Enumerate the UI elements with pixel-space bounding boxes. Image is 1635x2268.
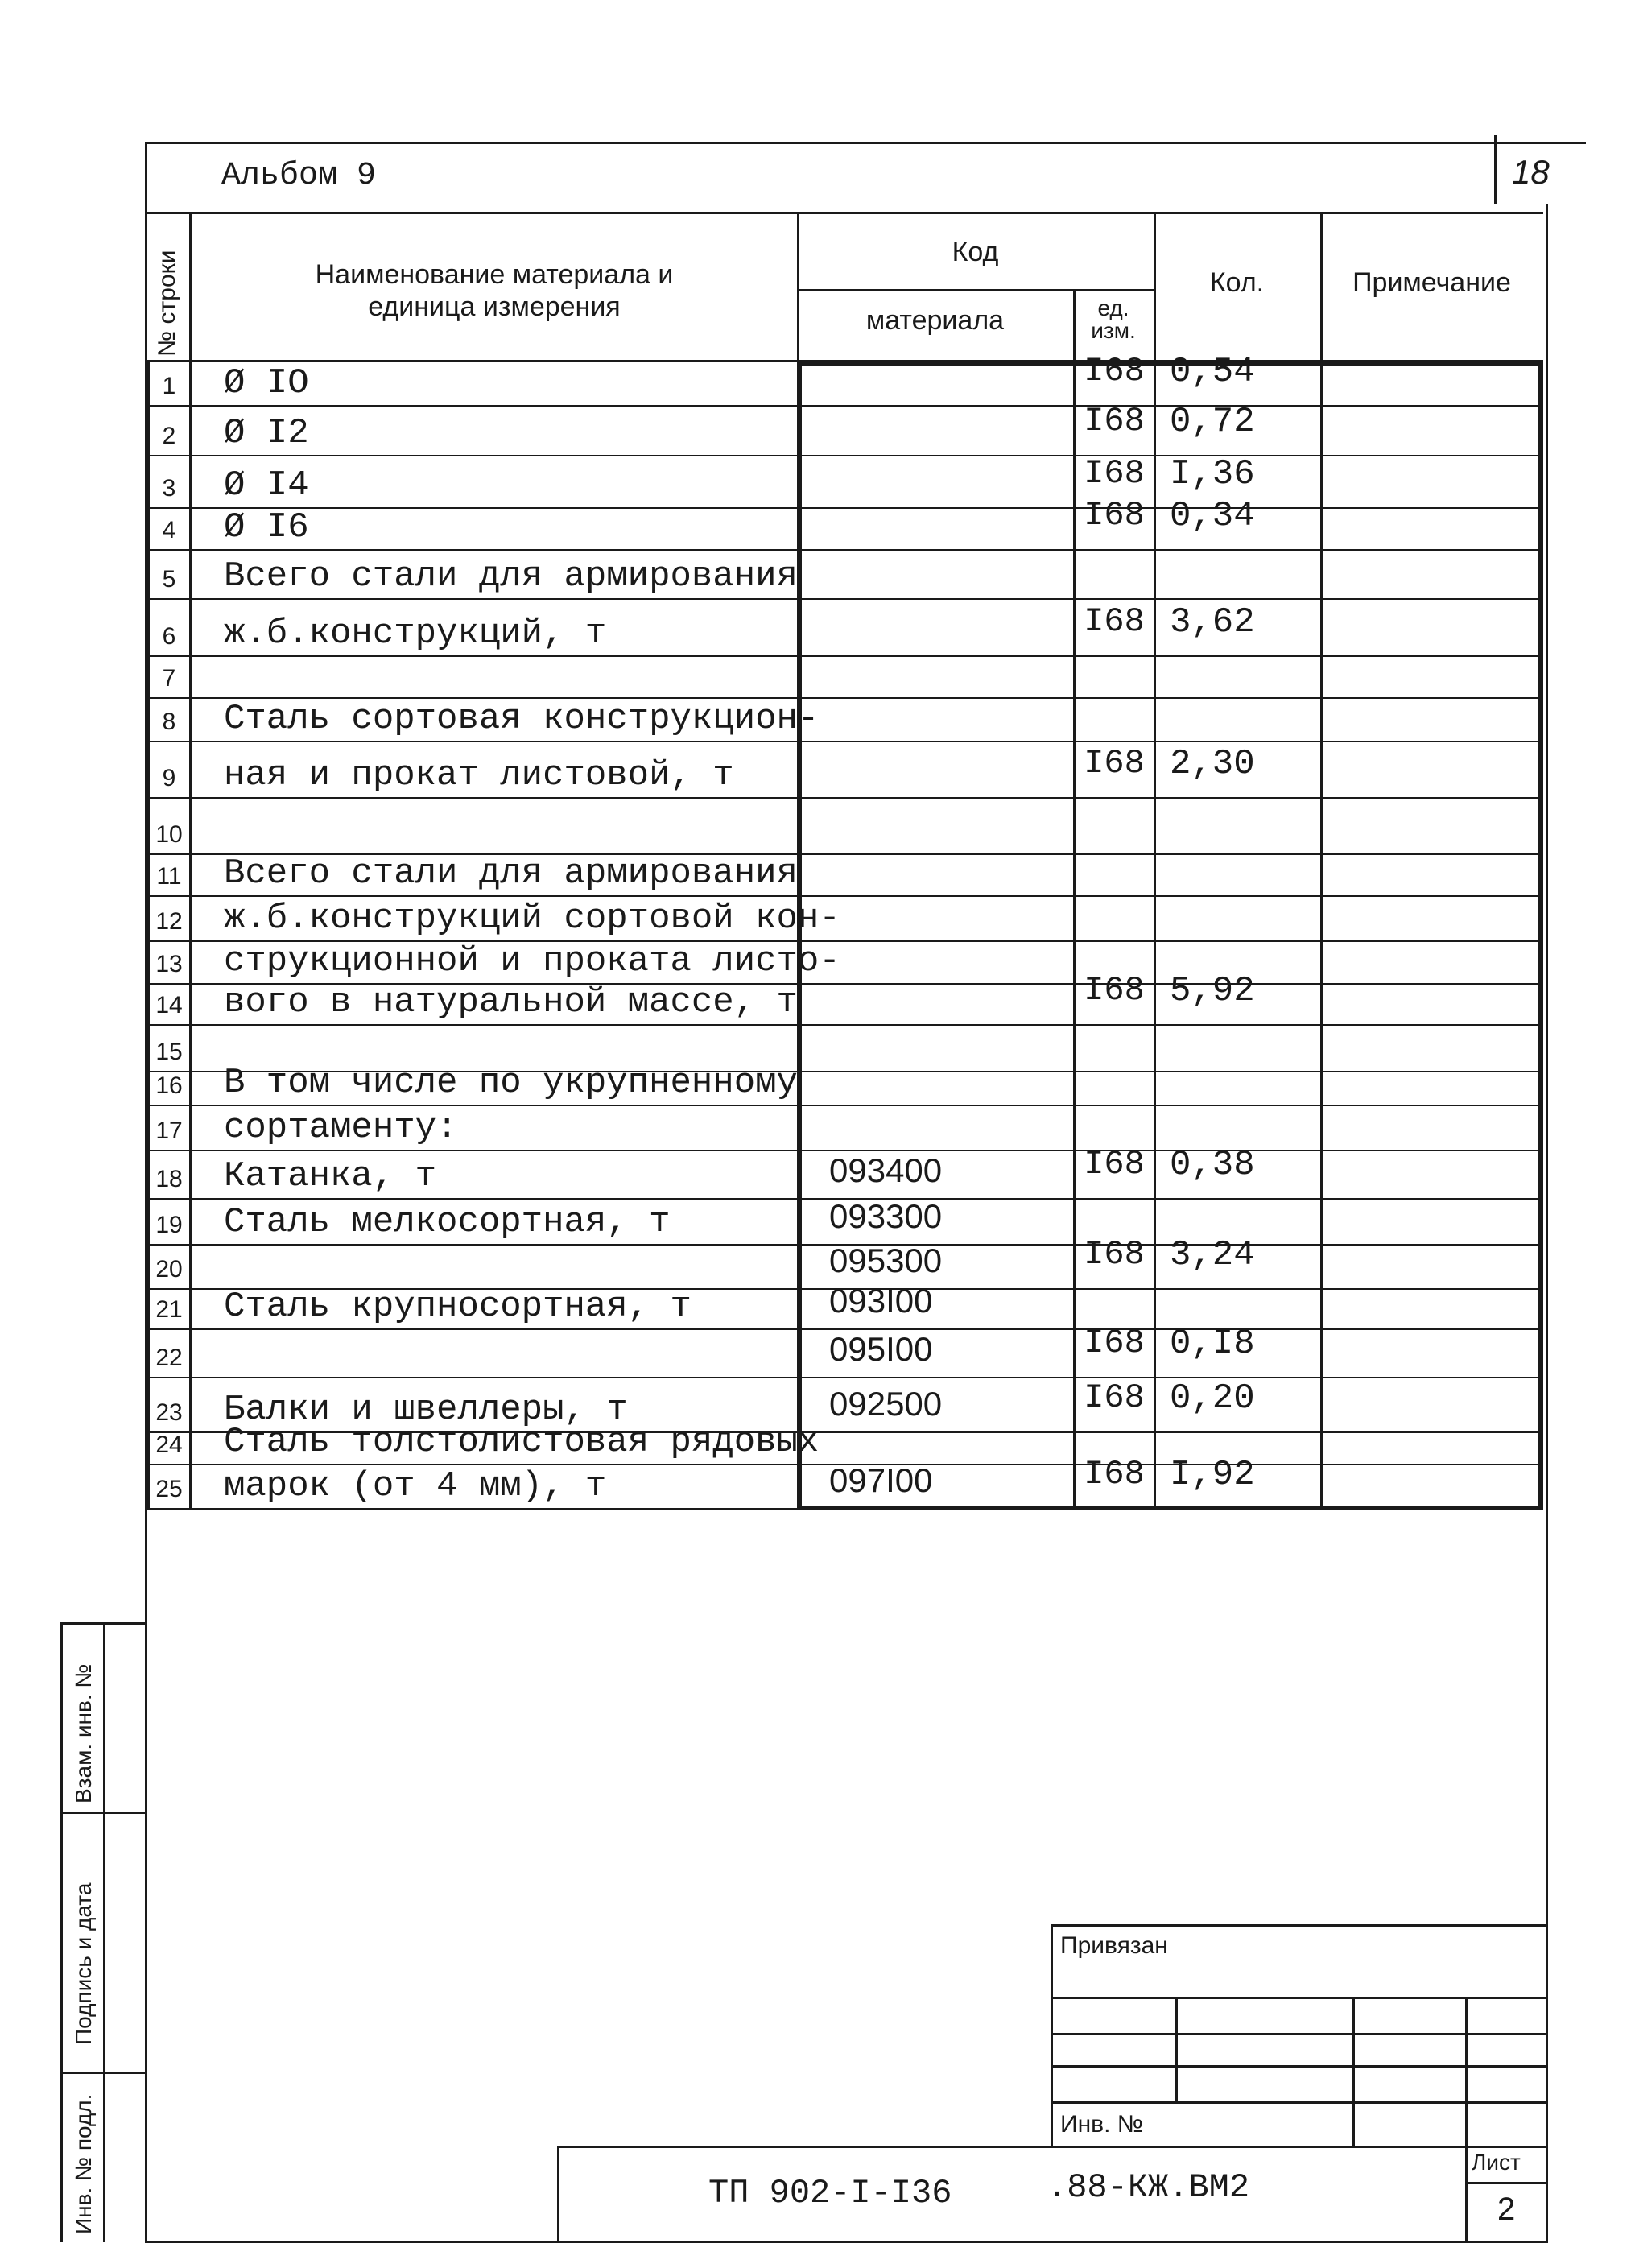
- side-stamp-div2: [60, 2072, 147, 2074]
- row-unit: I68: [1084, 744, 1145, 783]
- row-number: 22: [155, 1345, 183, 1371]
- row-divider: [147, 549, 1543, 551]
- row-number: 2: [162, 423, 176, 449]
- stamp-left-line: [557, 2146, 559, 2242]
- row-number: 9: [162, 765, 176, 791]
- row-number: 20: [155, 1256, 183, 1283]
- doc-code: ТП 902-I-I36: [708, 2174, 952, 2212]
- row-divider: [147, 655, 1543, 657]
- row-qty: 5,92: [1170, 971, 1255, 1011]
- header-unit-line1: ед.: [1097, 295, 1129, 320]
- corner-box-left: [1494, 135, 1497, 204]
- row-number: 11: [156, 863, 182, 890]
- row-name: ж.б.конструкций сортовой кон-: [224, 899, 840, 939]
- row-qty: 0,38: [1170, 1145, 1255, 1185]
- row-divider: [147, 598, 1543, 600]
- row-qty: 0,34: [1170, 496, 1255, 536]
- row-name: марок (от 4 мм), т: [224, 1466, 607, 1506]
- row-name: Ø I6: [224, 507, 309, 547]
- row-divider: [147, 741, 1543, 742]
- row-number: 19: [155, 1212, 183, 1238]
- row-name: В том числе по укрупненному: [224, 1063, 798, 1103]
- row-name: Сталь толстолистовая рядовых: [224, 1422, 820, 1462]
- row-qty: 0,54: [1170, 352, 1255, 392]
- row-unit: I68: [1084, 454, 1145, 493]
- header-col-code: [797, 212, 799, 362]
- row-qty: 3,62: [1170, 602, 1255, 642]
- body-col-qty: [1154, 362, 1156, 1508]
- row-name: вого в натуральной массе, т: [224, 982, 798, 1022]
- row-name: Ø IO: [224, 363, 309, 403]
- row-name: Ø I2: [224, 413, 309, 453]
- row-unit: I68: [1084, 352, 1145, 390]
- row-qty: 0,20: [1170, 1378, 1255, 1419]
- row-unit: I68: [1084, 1378, 1145, 1417]
- side-stamp-div1: [60, 1812, 147, 1814]
- privyazan-label: Привязан: [1060, 1932, 1168, 1959]
- row-number: 15: [155, 1039, 183, 1065]
- right-border: [1546, 204, 1548, 2242]
- header-qty: Кол.: [1209, 267, 1265, 298]
- doc-suffix: .88-КЖ.ВМ2: [1047, 2168, 1250, 2207]
- header-code: Код: [952, 237, 999, 267]
- side-label-podpis-data: Подпись и дата: [71, 1882, 96, 2045]
- row-qty: I,92: [1170, 1455, 1255, 1495]
- body-left: [147, 362, 150, 1508]
- row-code: 093400: [829, 1151, 943, 1189]
- row-number: 18: [155, 1166, 183, 1192]
- row-number: 14: [155, 992, 183, 1018]
- row-qty: I,36: [1170, 454, 1255, 494]
- row-unit: I68: [1084, 1455, 1145, 1493]
- side-stamp-outer-left: [60, 1622, 63, 2242]
- header-name-line2: единица измерения: [368, 291, 621, 322]
- row-unit: I68: [1084, 402, 1145, 440]
- row-number: 12: [155, 908, 183, 935]
- row-number: 4: [162, 517, 176, 543]
- row-unit: I68: [1084, 971, 1145, 1010]
- body-col-num: [189, 362, 192, 1508]
- row-number: 1: [162, 373, 176, 399]
- row-name: Всего стали для армирования: [224, 556, 798, 597]
- row-number: 10: [155, 821, 183, 848]
- side-label-vzam-inv: Взам. инв. №: [71, 1663, 96, 1803]
- row-code: 097I00: [829, 1461, 933, 1499]
- album-label: Альбом 9: [221, 158, 377, 194]
- row-number: 7: [162, 665, 176, 692]
- row-qty: 0,72: [1170, 402, 1255, 442]
- row-divider: [147, 1377, 1543, 1378]
- header-code-material: материала: [865, 305, 1005, 336]
- row-number: 5: [162, 566, 176, 593]
- row-number: 23: [155, 1399, 183, 1426]
- row-divider: [147, 895, 1543, 897]
- row-unit: I68: [1084, 602, 1145, 641]
- sheet-cell-mid: [1465, 2182, 1546, 2184]
- row-name: Сталь сортовая конструкцион-: [224, 699, 820, 739]
- row-name: Сталь мелкосортная, т: [224, 1202, 671, 1242]
- row-divider: [147, 455, 1543, 456]
- row-number: 8: [162, 708, 176, 735]
- row-unit: I68: [1084, 1324, 1145, 1362]
- row-code: 092500: [829, 1385, 943, 1423]
- row-qty: 2,30: [1170, 744, 1255, 784]
- top-border: [145, 142, 1586, 144]
- corner-sheet-number: 18: [1512, 153, 1550, 191]
- sheet-cell-left: [1465, 2146, 1468, 2242]
- row-name: Ø I4: [224, 465, 309, 506]
- header-name-line1: Наименование материала и: [315, 259, 674, 290]
- row-name: струкционной и проката листо-: [224, 941, 840, 981]
- row-name: Сталь крупносортная, т: [224, 1287, 692, 1327]
- row-unit: I68: [1084, 1145, 1145, 1184]
- header-unit-line2: изм.: [1091, 318, 1136, 343]
- row-number: 24: [155, 1431, 183, 1458]
- header-row-no: № строки: [154, 250, 180, 357]
- inv-no-label: Инв. №: [1060, 2111, 1143, 2138]
- body-bottom: [147, 1508, 1543, 1510]
- row-name: ная и прокат листовой, т: [224, 755, 734, 795]
- header-top: [147, 212, 1543, 214]
- row-number: 6: [162, 623, 176, 650]
- row-divider: [147, 1024, 1543, 1026]
- row-unit: I68: [1084, 496, 1145, 535]
- row-number: 3: [162, 475, 176, 502]
- header-code-split: [797, 289, 1154, 291]
- row-name: Всего стали для армирования: [224, 853, 798, 894]
- row-number: 16: [155, 1072, 183, 1099]
- header-note: Примечание: [1352, 267, 1511, 298]
- row-number: 13: [155, 951, 183, 977]
- row-code: 095I00: [829, 1330, 933, 1368]
- row-qty: 0,I8: [1170, 1324, 1255, 1364]
- side-stamp-inner: [103, 1622, 105, 2242]
- row-number: 17: [155, 1117, 183, 1144]
- materials-table: [147, 212, 1546, 1868]
- row-divider: [147, 1105, 1543, 1106]
- row-divider: [147, 507, 1543, 509]
- row-divider: [147, 405, 1543, 407]
- body-col-note: [1320, 362, 1323, 1508]
- row-number: 21: [155, 1296, 183, 1323]
- heavy-right: [1538, 361, 1543, 1510]
- row-code: 095300: [829, 1241, 943, 1279]
- row-divider: [147, 797, 1543, 799]
- side-label-inv-podl: Инв. № подл.: [71, 2093, 96, 2234]
- row-code: 093I00: [829, 1282, 933, 1320]
- row-number: 25: [155, 1476, 183, 1502]
- row-code: 093300: [829, 1197, 943, 1235]
- sheet-number: 2: [1497, 2192, 1516, 2227]
- row-qty: 3,24: [1170, 1235, 1255, 1275]
- row-name: Балки и швеллеры, т: [224, 1390, 628, 1430]
- stamp-top-line: [557, 2146, 1546, 2148]
- row-name: ж.б.конструкций, т: [224, 613, 607, 654]
- sheet-label: Лист: [1472, 2150, 1521, 2175]
- row-name: сортаменту:: [224, 1108, 458, 1148]
- row-unit: I68: [1084, 1235, 1145, 1274]
- row-name: Катанка, т: [224, 1156, 437, 1196]
